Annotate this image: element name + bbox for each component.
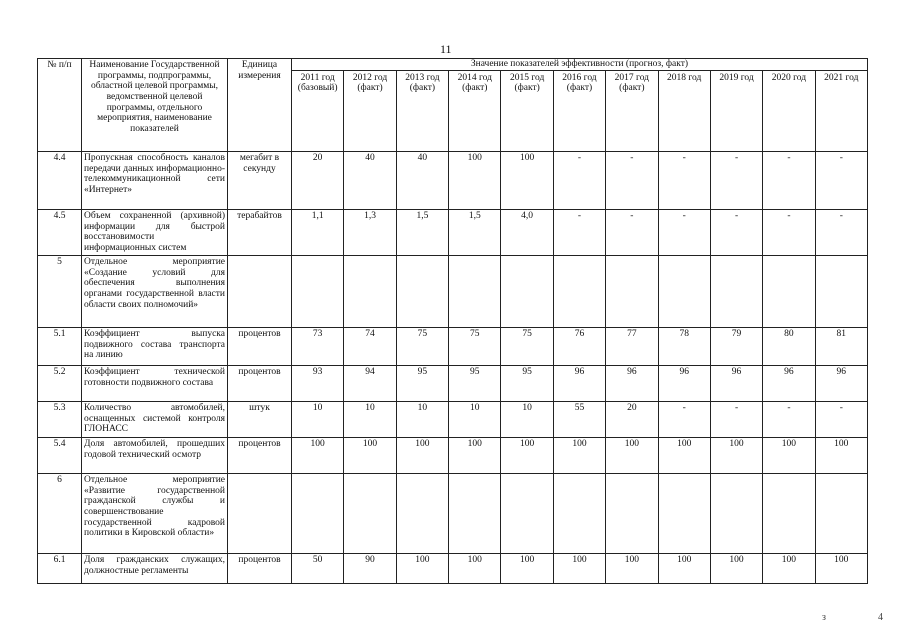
row-value-cell: - bbox=[658, 402, 710, 438]
row-unit bbox=[228, 474, 292, 554]
row-value-cell: - bbox=[815, 210, 867, 256]
row-value-cell bbox=[501, 474, 553, 554]
row-value-cell: 100 bbox=[449, 152, 501, 210]
row-value-cell: 96 bbox=[710, 366, 762, 402]
row-unit bbox=[228, 256, 292, 328]
row-value-cell: 96 bbox=[815, 366, 867, 402]
row-value-cell bbox=[763, 474, 815, 554]
table-row bbox=[38, 152, 868, 210]
row-unit: терабайтов bbox=[228, 210, 292, 256]
table-row bbox=[38, 328, 868, 366]
row-value-cell: 100 bbox=[710, 438, 762, 474]
row-value-cell: 96 bbox=[763, 366, 815, 402]
row-value-cell: - bbox=[763, 152, 815, 210]
row-value-cell: 1,1 bbox=[292, 210, 344, 256]
row-number: 6 bbox=[38, 474, 82, 554]
row-value-cell: - bbox=[815, 152, 867, 210]
header-values-group: Значение показателей эффективности (прогноз, факт) bbox=[292, 59, 868, 71]
row-value-cell: 96 bbox=[553, 366, 605, 402]
row-number: 5.1 bbox=[38, 328, 82, 366]
row-value-cell: 81 bbox=[815, 328, 867, 366]
row-number: 4.4 bbox=[38, 152, 82, 210]
row-value-cell: 100 bbox=[815, 554, 867, 584]
row-number: 5 bbox=[38, 256, 82, 328]
row-value-cell: - bbox=[553, 210, 605, 256]
header-unit: Единица измерения bbox=[228, 59, 292, 152]
row-value-cell: - bbox=[710, 152, 762, 210]
row-value-cell: 75 bbox=[501, 328, 553, 366]
header-year: 2021 год bbox=[815, 70, 867, 151]
row-value-cell: 100 bbox=[763, 554, 815, 584]
row-value-cell: 100 bbox=[658, 554, 710, 584]
row-unit: процентов bbox=[228, 554, 292, 584]
row-number: 5.4 bbox=[38, 438, 82, 474]
header-year: 2011 год (базовый) bbox=[292, 70, 344, 151]
row-value-cell: 100 bbox=[396, 554, 448, 584]
row-value-cell: 10 bbox=[501, 402, 553, 438]
row-value-cell: 75 bbox=[449, 328, 501, 366]
row-number: 5.2 bbox=[38, 366, 82, 402]
row-value-cell bbox=[396, 474, 448, 554]
row-value-cell: 80 bbox=[763, 328, 815, 366]
row-value-cell bbox=[606, 256, 658, 328]
table-row bbox=[38, 256, 868, 328]
row-unit: штук bbox=[228, 402, 292, 438]
row-value-cell bbox=[396, 256, 448, 328]
row-value-cell: 100 bbox=[344, 438, 396, 474]
row-indicator-name: Пропускная способность каналов передачи данных информационно-телекоммуникационной сети «Интернет» bbox=[82, 152, 228, 210]
indicators-table bbox=[37, 58, 868, 584]
row-value-cell: - bbox=[710, 402, 762, 438]
row-value-cell bbox=[763, 256, 815, 328]
row-value-cell: 1,5 bbox=[449, 210, 501, 256]
row-value-cell: 100 bbox=[606, 438, 658, 474]
row-value-cell: 55 bbox=[553, 402, 605, 438]
header-year: 2019 год bbox=[710, 70, 762, 151]
header-year: 2012 год (факт) bbox=[344, 70, 396, 151]
row-value-cell: 100 bbox=[501, 554, 553, 584]
row-value-cell: 77 bbox=[606, 328, 658, 366]
header-num: № п/п bbox=[38, 59, 82, 152]
header-year: 2015 год (факт) bbox=[501, 70, 553, 151]
row-value-cell bbox=[449, 474, 501, 554]
row-value-cell bbox=[292, 474, 344, 554]
row-unit: мегабит в секунду bbox=[228, 152, 292, 210]
row-value-cell: 100 bbox=[449, 438, 501, 474]
header-year: 2016 год (факт) bbox=[553, 70, 605, 151]
row-value-cell: 96 bbox=[658, 366, 710, 402]
row-value-cell: 1,5 bbox=[396, 210, 448, 256]
row-unit: процентов bbox=[228, 438, 292, 474]
margin-mark: з bbox=[822, 612, 826, 623]
row-value-cell: 10 bbox=[449, 402, 501, 438]
row-indicator-name: Доля автомобилей, прошедших годовой технический осмотр bbox=[82, 438, 228, 474]
row-value-cell: 73 bbox=[292, 328, 344, 366]
table-row bbox=[38, 438, 868, 474]
row-value-cell: 94 bbox=[344, 366, 396, 402]
row-indicator-name: Доля гражданских служащих, должностные регламенты bbox=[82, 554, 228, 584]
row-value-cell: - bbox=[658, 210, 710, 256]
row-value-cell: 20 bbox=[606, 402, 658, 438]
row-value-cell bbox=[501, 256, 553, 328]
row-indicator-name: Отдельное мероприятие «Развитие государственной гражданской службы и совершенствование государственной кадровой политики в Кировской области» bbox=[82, 474, 228, 554]
table-row bbox=[38, 402, 868, 438]
row-indicator-name: Коэффициент выпуска подвижного состава транспорта на линию bbox=[82, 328, 228, 366]
table-row bbox=[38, 210, 868, 256]
row-value-cell: 100 bbox=[763, 438, 815, 474]
row-value-cell: 95 bbox=[449, 366, 501, 402]
row-value-cell: - bbox=[763, 402, 815, 438]
row-value-cell: 100 bbox=[815, 438, 867, 474]
header-year: 2018 год bbox=[658, 70, 710, 151]
row-indicator-name: Объем сохраненной (архивной) информации для быстрой восстановимости информационных систем bbox=[82, 210, 228, 256]
row-value-cell: 100 bbox=[396, 438, 448, 474]
row-value-cell bbox=[658, 474, 710, 554]
row-value-cell bbox=[292, 256, 344, 328]
header-year: 2020 год bbox=[763, 70, 815, 151]
row-value-cell: 100 bbox=[553, 438, 605, 474]
row-value-cell: 100 bbox=[553, 554, 605, 584]
table-row bbox=[38, 366, 868, 402]
row-value-cell: - bbox=[763, 210, 815, 256]
table-row bbox=[38, 474, 868, 554]
row-value-cell: 100 bbox=[710, 554, 762, 584]
row-value-cell: 4,0 bbox=[501, 210, 553, 256]
header-name: Наименование Государственной программы, подпрограммы, областной целевой программы, ведомственной целевой программы, отдельного мероприятия, наименование показателей bbox=[82, 59, 228, 152]
row-value-cell: - bbox=[606, 210, 658, 256]
row-value-cell: 100 bbox=[501, 152, 553, 210]
margin-mark: 4 bbox=[878, 612, 883, 623]
row-value-cell: 76 bbox=[553, 328, 605, 366]
row-indicator-name: Количество автомобилей, оснащенных системой контроля ГЛОНАСС bbox=[82, 402, 228, 438]
row-value-cell: 40 bbox=[344, 152, 396, 210]
row-value-cell: 1,3 bbox=[344, 210, 396, 256]
row-value-cell bbox=[344, 474, 396, 554]
row-value-cell bbox=[658, 256, 710, 328]
row-indicator-name: Отдельное мероприятие «Создание условий для обеспечения выполнения органами государственной власти области своих полномочий» bbox=[82, 256, 228, 328]
row-value-cell: 40 bbox=[396, 152, 448, 210]
row-value-cell bbox=[815, 256, 867, 328]
row-value-cell: 100 bbox=[501, 438, 553, 474]
row-value-cell: 100 bbox=[606, 554, 658, 584]
row-value-cell: 100 bbox=[292, 438, 344, 474]
row-value-cell: 100 bbox=[658, 438, 710, 474]
row-value-cell: - bbox=[815, 402, 867, 438]
row-value-cell: - bbox=[658, 152, 710, 210]
row-value-cell: 90 bbox=[344, 554, 396, 584]
page-number: 11 bbox=[440, 42, 452, 56]
table-row bbox=[38, 554, 868, 584]
row-value-cell bbox=[553, 474, 605, 554]
row-unit: процентов bbox=[228, 328, 292, 366]
row-value-cell: 78 bbox=[658, 328, 710, 366]
row-value-cell: 74 bbox=[344, 328, 396, 366]
row-value-cell bbox=[553, 256, 605, 328]
row-value-cell bbox=[710, 474, 762, 554]
row-value-cell: 95 bbox=[501, 366, 553, 402]
row-number: 6.1 bbox=[38, 554, 82, 584]
row-value-cell: 50 bbox=[292, 554, 344, 584]
row-value-cell bbox=[815, 474, 867, 554]
header-year: 2014 год (факт) bbox=[449, 70, 501, 151]
row-value-cell bbox=[344, 256, 396, 328]
row-value-cell: 79 bbox=[710, 328, 762, 366]
row-value-cell bbox=[710, 256, 762, 328]
table-header-row bbox=[38, 59, 868, 71]
row-value-cell: 10 bbox=[292, 402, 344, 438]
row-value-cell: - bbox=[710, 210, 762, 256]
header-year: 2013 год (факт) bbox=[396, 70, 448, 151]
row-value-cell: 100 bbox=[449, 554, 501, 584]
row-value-cell: - bbox=[606, 152, 658, 210]
row-value-cell: 10 bbox=[344, 402, 396, 438]
row-value-cell bbox=[606, 474, 658, 554]
row-value-cell: 20 bbox=[292, 152, 344, 210]
row-value-cell bbox=[449, 256, 501, 328]
row-value-cell: 75 bbox=[396, 328, 448, 366]
row-number: 5.3 bbox=[38, 402, 82, 438]
row-unit: процентов bbox=[228, 366, 292, 402]
header-year: 2017 год (факт) bbox=[606, 70, 658, 151]
row-number: 4.5 bbox=[38, 210, 82, 256]
row-value-cell: 96 bbox=[606, 366, 658, 402]
row-value-cell: - bbox=[553, 152, 605, 210]
row-value-cell: 93 bbox=[292, 366, 344, 402]
row-value-cell: 95 bbox=[396, 366, 448, 402]
row-indicator-name: Коэффициент технической готовности подвижного состава bbox=[82, 366, 228, 402]
row-value-cell: 10 bbox=[396, 402, 448, 438]
